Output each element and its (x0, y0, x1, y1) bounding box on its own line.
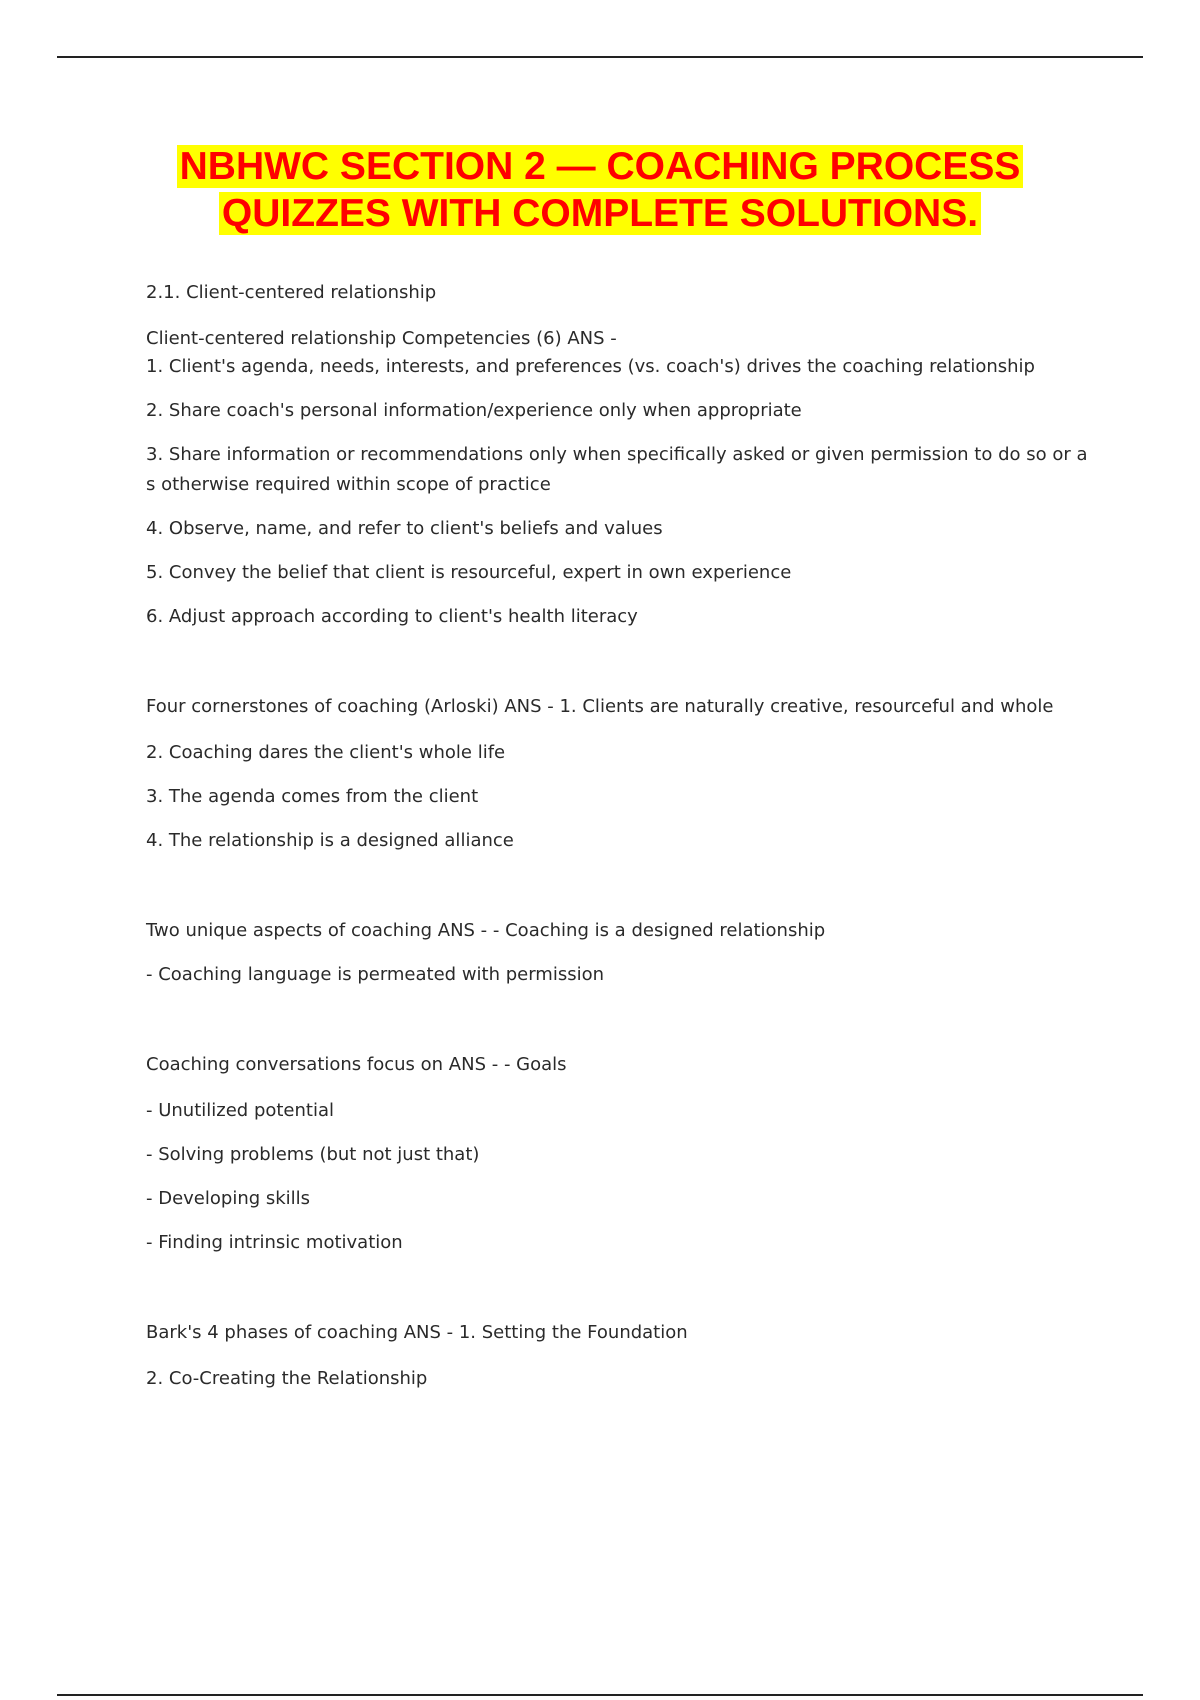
answer-line: 2. Coaching dares the client's whole life (146, 742, 506, 763)
answer-line: - Unutilized potential (146, 1100, 335, 1121)
title-line-2: QUIZZES WITH COMPLETE SOLUTIONS. (219, 192, 981, 235)
answer-line: 2. Share coach's personal information/experience only when appropriate (146, 400, 802, 421)
answer-line: 5. Convey the belief that client is resourceful, expert in own experience (146, 562, 792, 583)
document-title (0, 143, 1200, 237)
question-prompt: Coaching conversations focus on ANS - - Goals (146, 1054, 567, 1075)
answer-line: 2. Co-Creating the Relationship (146, 1368, 428, 1389)
answer-line: 1. Client's agenda, needs, interests, and preferences (vs. coach's) drives the coaching relationship (146, 356, 1035, 377)
answer-line: 4. Observe, name, and refer to client's beliefs and values (146, 518, 663, 539)
title-line-1: NBHWC SECTION 2 — COACHING PROCESS (177, 145, 1024, 188)
answer-line: 6. Adjust approach according to client's health literacy (146, 606, 638, 627)
answer-line: s otherwise required within scope of practice (146, 474, 551, 495)
section-heading: 2.1. Client-centered relationship (146, 282, 437, 303)
question-prompt: Client-centered relationship Competencies (6) ANS - (146, 328, 617, 349)
bottom-rule (57, 1694, 1143, 1696)
answer-line: 4. The relationship is a designed alliance (146, 830, 514, 851)
answer-line: 3. The agenda comes from the client (146, 786, 479, 807)
answer-line: - Finding intrinsic motivation (146, 1232, 403, 1253)
answer-line: - Developing skills (146, 1188, 311, 1209)
top-rule (57, 56, 1143, 58)
question-prompt: Bark's 4 phases of coaching ANS - 1. Setting the Foundation (146, 1322, 688, 1343)
question-prompt: Two unique aspects of coaching ANS - - Coaching is a designed relationship (146, 920, 826, 941)
answer-line: - Solving problems (but not just that) (146, 1144, 480, 1165)
document-body (146, 278, 1096, 1394)
answer-line: - Coaching language is permeated with permission (146, 964, 605, 985)
question-prompt: Four cornerstones of coaching (Arloski) ANS - 1. Clients are naturally creative, resourceful and whole (146, 696, 1054, 717)
answer-line: 3. Share information or recommendations only when specifically asked or given permission to do so or a (146, 444, 1088, 465)
